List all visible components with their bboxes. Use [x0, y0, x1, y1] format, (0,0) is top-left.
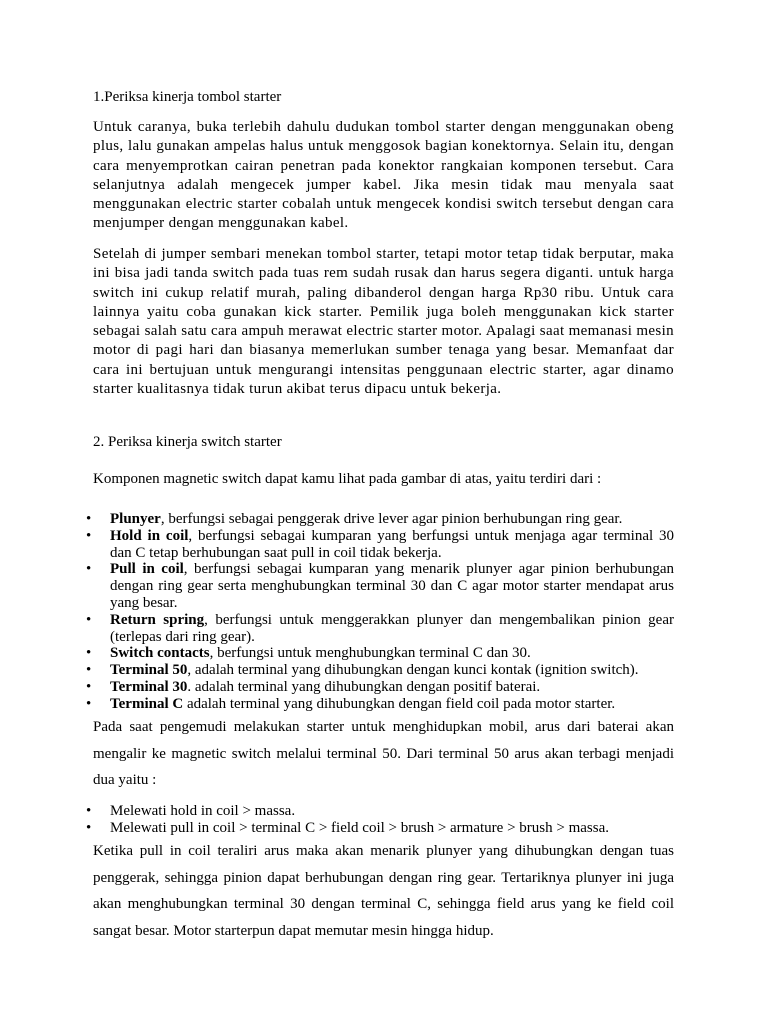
- list-item: [0, 803, 674, 820]
- bullet-icon: •: [86, 803, 92, 819]
- section-2-heading: 2. Periksa kinerja switch starter: [93, 434, 282, 450]
- component-term: Switch contacts: [110, 645, 210, 662]
- bullet-icon: •: [86, 527, 92, 544]
- list-item: [0, 511, 674, 528]
- section-1-paragraph-1: Untuk caranya, buka terlebih dahulu dudukan tombol starter dengan menggunakan obeng plus, lalu gunakan ampelas halus untuk menggosok bagian konektornya. Selain itu, dengan cara menyemprotkan cairan penetran pada konektor rangkaian komponen tersebut. Cara selanjutnya adalah mengecek jumper kabel. Jika mesin tidak mau menyala saat menggunakan electric starter cobalah untuk mengecek kondisi switch tersebut dengan cara menjumper dengan menggunakan kabel.: [93, 119, 674, 232]
- component-term: Plunyer: [110, 511, 161, 527]
- bullet-icon: •: [86, 678, 92, 695]
- component-desc: . adalah terminal yang dihubungkan dengan positif baterai.: [187, 678, 541, 695]
- component-term: Terminal 30: [110, 678, 188, 695]
- bullet-icon: •: [86, 695, 92, 712]
- component-term: Hold in coil: [110, 527, 189, 544]
- component-desc: , berfungsi untuk menghubungkan terminal C dan 30.: [209, 645, 531, 662]
- component-term: Return spring: [110, 611, 205, 628]
- component-desc: , berfungsi untuk menggerakkan plunyer dan mengembalikan pinion gear (terlepas dari ring gear).: [110, 611, 674, 645]
- bullet-icon: •: [86, 662, 92, 679]
- bullet-icon: •: [86, 645, 92, 662]
- closing-paragraph: Ketika pull in coil teraliri arus maka akan menarik plunyer yang dihubungkan dengan tuas penggerak, sehingga pinion dapat berhubungan dengan ring gear. Tertariknya plunyer ini juga akan menghubungkan terminal 30 dengan terminal C, sehingga field arus yang ke field coil sangat besar. Motor starterpun dapat memutar mesin hingga hidup.: [93, 843, 674, 939]
- list-item: [0, 820, 674, 837]
- component-term: Terminal 50: [110, 662, 188, 679]
- bullet-icon: •: [86, 611, 92, 628]
- bullet-icon: •: [86, 511, 92, 527]
- component-term: Terminal C: [110, 695, 184, 712]
- component-desc: , berfungsi sebagai kumparan yang menarik plunyer agar pinion berhubungan dengan ring gear serta menghubungkan terminal 30 dan C agar motor starter mendapat arus yang besar.: [110, 561, 674, 611]
- component-list: [0, 511, 674, 713]
- list-item: [0, 662, 674, 679]
- current-path-list: [0, 803, 674, 837]
- list-item: [0, 561, 674, 611]
- list-item: [0, 696, 674, 713]
- current-flow-paragraph: Pada saat pengemudi melakukan starter untuk menghidupkan mobil, arus dari baterai akan mengalir ke magnetic switch melalui terminal 50. Dari terminal 50 arus akan terbagi menjadi dua yaitu :: [93, 719, 674, 788]
- component-desc: , berfungsi sebagai penggerak drive lever agar pinion berhubungan ring gear.: [160, 511, 623, 527]
- list-item: [0, 612, 674, 646]
- component-desc: , adalah terminal yang dihubungkan dengan kunci kontak (ignition switch).: [187, 662, 639, 679]
- component-term: Pull in coil: [110, 561, 184, 578]
- section-1-paragraph-2: Setelah di jumper sembari menekan tombol starter, tetapi motor tetap tidak berputar, maka ini bisa jadi tanda switch pada tuas rem sudah rusak dan harus segera diganti. untuk harga switch ini cukup relatif murah, paling dibanderol dengan harga Rp30 ribu. Untuk cara lainnya yaitu coba gunakan kick starter. Pemilik juga boleh menggunakan kick starter sebagai salah satu cara ampuh merawat electric starter motor. Apalagi saat memanasi mesin motor di pagi hari dan biasanya memerlukan sumber tenaga yang besar. Memanfaat dar cara ini bertujuan untuk mengurangi intensitas penggunaan electric starter, agar dinamo starter kualitasnya tidak turun akibat terus dipacu untuk bekerja.: [93, 246, 674, 398]
- path-text: Melewati hold in coil > massa.: [110, 803, 296, 819]
- path-text: Melewati pull in coil > terminal C > field coil > brush > armature > brush > massa.: [110, 819, 609, 836]
- section-2-intro: Komponen magnetic switch dapat kamu lihat pada gambar di atas, yaitu terdiri dari :: [93, 471, 602, 487]
- bullet-icon: •: [86, 819, 92, 836]
- list-item: [0, 679, 674, 696]
- bullet-icon: •: [86, 561, 92, 578]
- list-item: [0, 528, 674, 562]
- list-item: [0, 645, 674, 662]
- component-desc: , berfungsi sebagai kumparan yang berfungsi untuk menjaga agar terminal 30 dan C tetap berhubungan saat pull in coil tidak bekerja.: [110, 527, 675, 561]
- section-1-heading: 1.Periksa kinerja tombol starter: [93, 89, 282, 105]
- component-desc: adalah terminal yang dihubungkan dengan field coil pada motor starter.: [183, 695, 616, 712]
